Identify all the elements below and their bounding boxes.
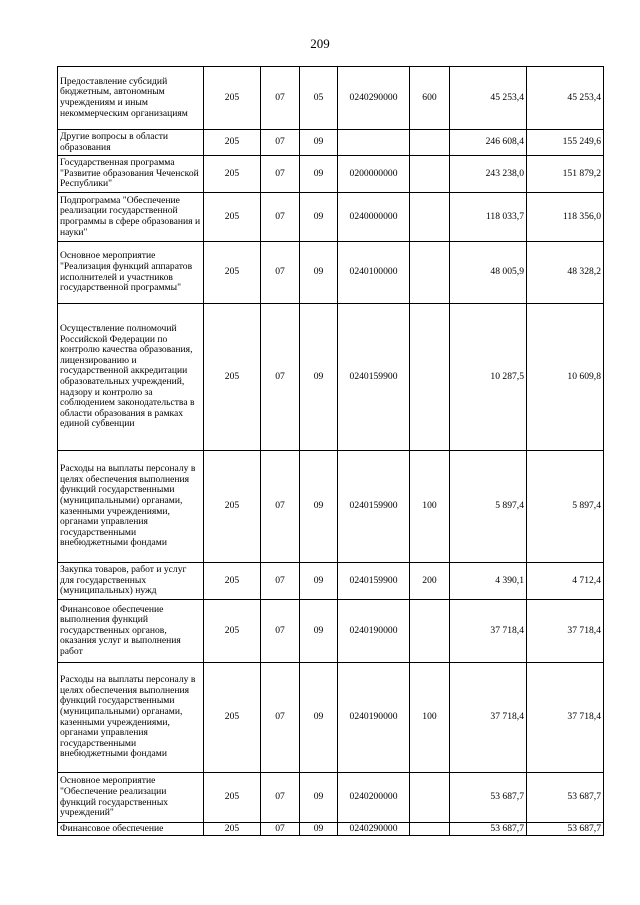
expense-type-cell: 600	[410, 67, 450, 130]
section-code-cell: 07	[261, 563, 300, 600]
subsection-code-cell: 09	[300, 242, 338, 304]
expense-name-cell: Финансовое обеспечение	[58, 823, 204, 836]
expense-name-cell: Осуществление полномочий Российской Федерации по контролю качества образования, лицензированию и государственной аккредитации образовательных учреждений, надзору и контролю за соблюдением законодательства в области образования в рамках единой субвенции	[58, 304, 204, 451]
department-code-cell: 205	[204, 67, 261, 130]
expense-name-cell: Подпрограмма "Обеспечение реализации государственной программы в сфере образования и науки"	[58, 193, 204, 242]
amount-year1-cell: 53 687,7	[450, 773, 527, 823]
expense-name-cell: Государственная программа "Развитие образования Чеченской Республики"	[58, 156, 204, 193]
amount-year1-cell: 246 608,4	[450, 130, 527, 156]
section-code-cell: 07	[261, 67, 300, 130]
department-code-cell: 205	[204, 773, 261, 823]
amount-year2-cell: 155 249,6	[527, 130, 604, 156]
table-row	[58, 563, 604, 600]
amount-year1-cell: 48 005,9	[450, 242, 527, 304]
department-code-cell: 205	[204, 451, 261, 563]
department-code-cell: 205	[204, 823, 261, 836]
section-code-cell: 07	[261, 156, 300, 193]
section-code-cell: 07	[261, 600, 300, 663]
section-code-cell: 07	[261, 773, 300, 823]
expense-name-cell: Закупка товаров, работ и услуг для государственных (муниципальных) нужд	[58, 563, 204, 600]
amount-year2-cell: 37 718,4	[527, 663, 604, 773]
department-code-cell: 205	[204, 156, 261, 193]
table-row	[58, 451, 604, 563]
expense-name-cell: Основное мероприятие "Обеспечение реализации функций государственных учреждений"	[58, 773, 204, 823]
target-article-cell: 0240290000	[338, 823, 410, 836]
department-code-cell: 205	[204, 304, 261, 451]
target-article-cell: 0240190000	[338, 663, 410, 773]
subsection-code-cell: 09	[300, 563, 338, 600]
section-code-cell: 07	[261, 242, 300, 304]
target-article-cell: 0240200000	[338, 773, 410, 823]
target-article-cell: 0240000000	[338, 193, 410, 242]
target-article-cell: 0240190000	[338, 600, 410, 663]
budget-table	[57, 66, 604, 836]
amount-year2-cell: 37 718,4	[527, 600, 604, 663]
page-number: 209	[310, 36, 330, 51]
amount-year1-cell: 4 390,1	[450, 563, 527, 600]
amount-year2-cell: 5 897,4	[527, 451, 604, 563]
expense-type-cell: 100	[410, 663, 450, 773]
amount-year1-cell: 243 238,0	[450, 156, 527, 193]
subsection-code-cell: 09	[300, 600, 338, 663]
target-article-cell: 0240159900	[338, 451, 410, 563]
expense-type-cell: 100	[410, 451, 450, 563]
target-article-cell: 0240290000	[338, 67, 410, 130]
expense-type-cell	[410, 600, 450, 663]
amount-year2-cell: 53 687,7	[527, 773, 604, 823]
subsection-code-cell: 09	[300, 193, 338, 242]
section-code-cell: 07	[261, 193, 300, 242]
amount-year1-cell: 45 253,4	[450, 67, 527, 130]
table-row	[58, 67, 604, 130]
amount-year2-cell: 10 609,8	[527, 304, 604, 451]
table-row	[58, 773, 604, 823]
table-row	[58, 823, 604, 836]
expense-type-cell	[410, 773, 450, 823]
department-code-cell: 205	[204, 600, 261, 663]
section-code-cell: 07	[261, 304, 300, 451]
subsection-code-cell: 09	[300, 823, 338, 836]
amount-year2-cell: 151 879,2	[527, 156, 604, 193]
target-article-cell: 0200000000	[338, 156, 410, 193]
amount-year1-cell: 37 718,4	[450, 663, 527, 773]
expense-name-cell: Финансовое обеспечение выполнения функций государственных органов, оказания услуг и выполнения работ	[58, 600, 204, 663]
expense-type-cell	[410, 156, 450, 193]
amount-year1-cell: 37 718,4	[450, 600, 527, 663]
subsection-code-cell: 09	[300, 451, 338, 563]
amount-year2-cell: 118 356,0	[527, 193, 604, 242]
expense-type-cell	[410, 242, 450, 304]
section-code-cell: 07	[261, 451, 300, 563]
section-code-cell: 07	[261, 823, 300, 836]
amount-year2-cell: 53 687,7	[527, 823, 604, 836]
subsection-code-cell: 09	[300, 304, 338, 451]
department-code-cell: 205	[204, 130, 261, 156]
table-row	[58, 600, 604, 663]
target-article-cell: 0240100000	[338, 242, 410, 304]
section-code-cell: 07	[261, 663, 300, 773]
department-code-cell: 205	[204, 663, 261, 773]
subsection-code-cell: 09	[300, 130, 338, 156]
expense-type-cell: 200	[410, 563, 450, 600]
target-article-cell	[338, 130, 410, 156]
subsection-code-cell: 05	[300, 67, 338, 130]
amount-year2-cell: 48 328,2	[527, 242, 604, 304]
table-row	[58, 304, 604, 451]
expense-type-cell	[410, 304, 450, 451]
table-row	[58, 156, 604, 193]
department-code-cell: 205	[204, 242, 261, 304]
subsection-code-cell: 09	[300, 156, 338, 193]
table-row	[58, 130, 604, 156]
table-row	[58, 663, 604, 773]
expense-type-cell	[410, 823, 450, 836]
amount-year1-cell: 5 897,4	[450, 451, 527, 563]
amount-year2-cell: 45 253,4	[527, 67, 604, 130]
subsection-code-cell: 09	[300, 773, 338, 823]
expense-name-cell: Предоставление субсидий бюджетным, автономным учреждениям и иным некоммерческим организациям	[58, 67, 204, 130]
expense-type-cell	[410, 193, 450, 242]
section-code-cell: 07	[261, 130, 300, 156]
table-row	[58, 242, 604, 304]
target-article-cell: 0240159900	[338, 304, 410, 451]
amount-year1-cell: 118 033,7	[450, 193, 527, 242]
table-row	[58, 193, 604, 242]
expense-name-cell: Расходы на выплаты персоналу в целях обеспечения выполнения функций государственными (муниципальными) органами, казенными учреждениями, органами управления государственными внебюджетными фондами	[58, 663, 204, 773]
department-code-cell: 205	[204, 193, 261, 242]
expense-name-cell: Основное мероприятие "Реализация функций аппаратов исполнителей и участников государственной программы"	[58, 242, 204, 304]
expense-name-cell: Расходы на выплаты персоналу в целях обеспечения выполнения функций государственными (муниципальными) органами, казенными учреждениями, органами управления государственными внебюджетными фондами	[58, 451, 204, 563]
subsection-code-cell: 09	[300, 663, 338, 773]
expense-name-cell: Другие вопросы в области образования	[58, 130, 204, 156]
amount-year1-cell: 53 687,7	[450, 823, 527, 836]
amount-year1-cell: 10 287,5	[450, 304, 527, 451]
department-code-cell: 205	[204, 563, 261, 600]
amount-year2-cell: 4 712,4	[527, 563, 604, 600]
expense-type-cell	[410, 130, 450, 156]
target-article-cell: 0240159900	[338, 563, 410, 600]
